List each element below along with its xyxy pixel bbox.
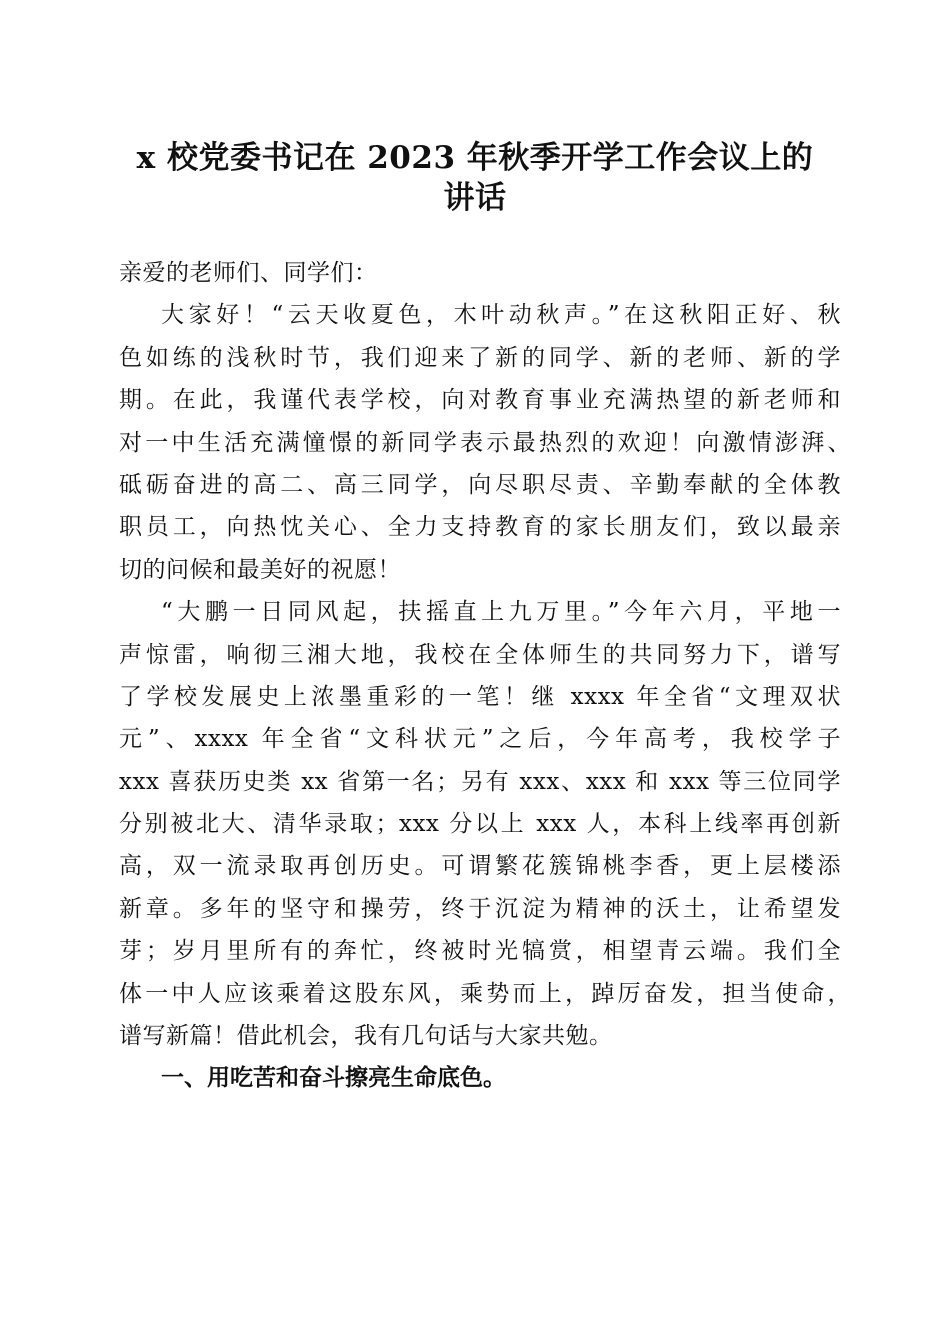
paragraph-line: 砥砺奋进的高二、高三同学，向尽职尽责、辛勤奉献的全体教 xyxy=(119,471,841,498)
title-line-2: 讲话 xyxy=(443,180,507,216)
paragraph-line: xxx 喜获历史类 xx 省第一名；另有 xxx、xxx 和 xxx 等三位同学 xyxy=(119,768,841,795)
section-heading: 一、用吃苦和奋斗擦亮生命底色。 xyxy=(161,1065,506,1092)
paragraph-line: 色如练的浅秋时节，我们迎来了新的同学、新的老师、新的学 xyxy=(119,344,841,371)
paragraph-line: “大鹏一日同风起，扶摇直上九万里。”今年六月，平地一 xyxy=(161,599,841,626)
paragraph-line: 了学校发展史上浓墨重彩的一笔！继 xxxx 年全省“文理双状 xyxy=(119,683,841,710)
paragraph-line: 期。在此，我谨代表学校，向对教育事业充满热望的新老师和 xyxy=(119,387,841,414)
salutation: 亲爱的老师们、同学们： xyxy=(119,260,378,286)
title-line-1: x 校党委书记在 2023 年秋季开学工作会议上的 xyxy=(136,140,814,176)
paragraph-line: 对一中生活充满憧憬的新同学表示最热烈的欢迎！向激情澎湃、 xyxy=(119,429,851,456)
paragraph-1 xyxy=(119,294,851,591)
paragraph-line: 大家好！“云天收夏色，木叶动秋声。”在这秋阳正好、秋 xyxy=(161,302,841,329)
paragraph-line: 体一中人应该乘着这股东风，乘势而上，踔厉奋发，担当使命， xyxy=(119,980,851,1007)
paragraph-2 xyxy=(119,591,851,1057)
paragraph-line: 芽；岁月里所有的奔忙，终被时光犒赏，相望青云端。我们全 xyxy=(119,938,841,965)
document-body xyxy=(119,252,851,1100)
paragraph-line: 新章。多年的坚守和操劳，终于沉淀为精神的沃土，让希望发 xyxy=(119,895,841,922)
paragraph-line: 分别被北大、清华录取；xxx 分以上 xxx 人，本科上线率再创新 xyxy=(119,811,841,838)
document-title xyxy=(100,138,850,218)
paragraph-line: 元”、xxxx 年全省“文科状元”之后，今年高考，我校学子 xyxy=(119,726,841,753)
paragraph-line: 职员工，向热忱关心、全力支持教育的家长朋友们，致以最亲 xyxy=(119,514,841,541)
paragraph-line: 谱写新篇！借此机会，我有几句话与大家共勉。 xyxy=(119,1023,613,1050)
paragraph-line: 声惊雷，响彻三湘大地，我校在全体师生的共同努力下，谱写 xyxy=(119,641,841,668)
paragraph-line: 切的问候和最美好的祝愿！ xyxy=(119,556,401,583)
paragraph-line: 高，双一流录取再创历史。可谓繁花簇锦桃李香，更上层楼添 xyxy=(119,853,841,880)
